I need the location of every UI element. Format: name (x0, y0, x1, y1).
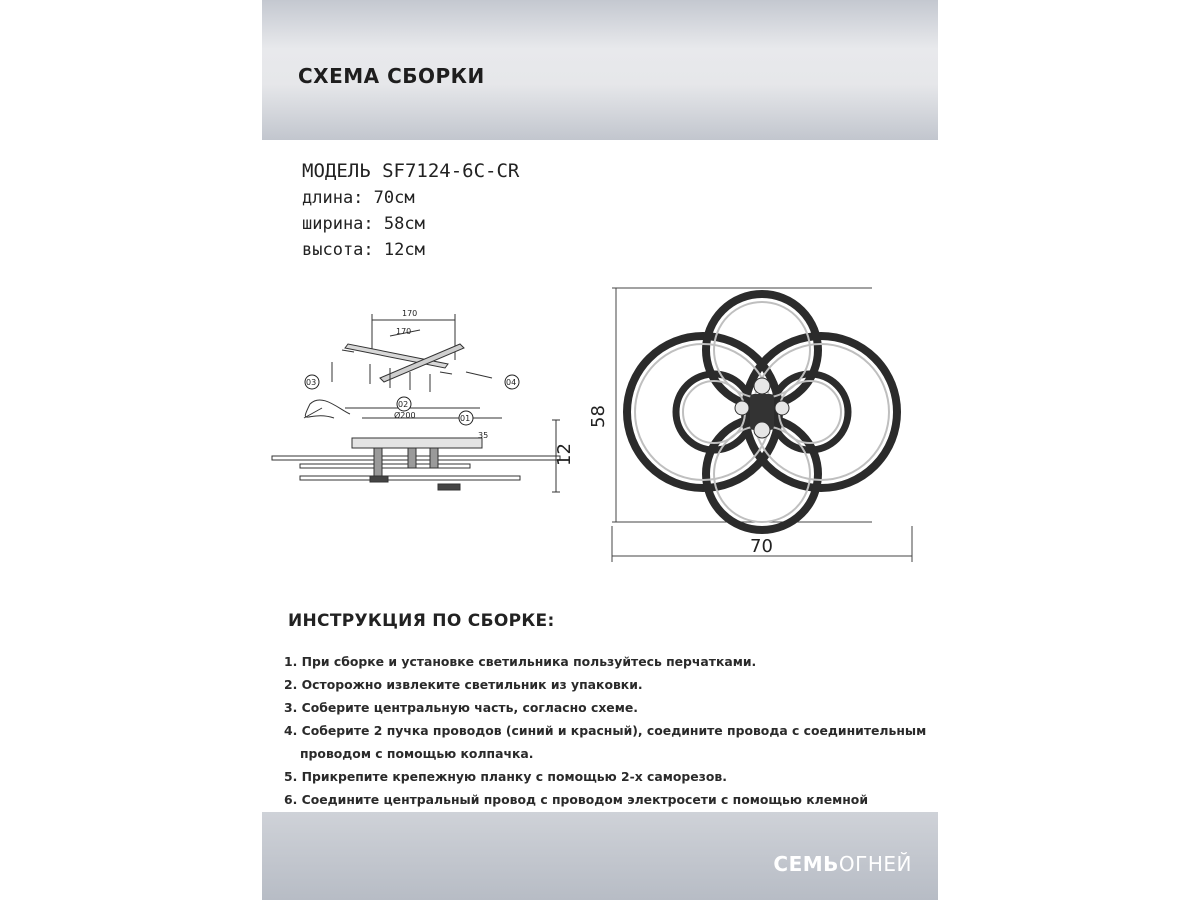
spec-height: высота: 12см (302, 240, 425, 260)
instructions-title: ИНСТРУКЦИЯ ПО СБОРКЕ: (288, 611, 555, 631)
spec-length: длина: 70см (302, 188, 415, 208)
dim-35: 35 (478, 431, 489, 440)
dim-diameter: Ø200 (394, 411, 416, 420)
specifications (302, 157, 519, 263)
step-1: 1. При сборке и установке светильника пользуйтесь перчатками. (284, 654, 757, 669)
step-5: 5. Прикрепите крепежную планку с помощью 2-х саморезов. (284, 769, 727, 784)
dim-170-a: 170 (402, 309, 418, 318)
callout-01: 01 (460, 414, 471, 423)
brand-bold: СЕМЬ (773, 852, 839, 876)
spec-width: ширина: 58см (302, 214, 425, 234)
callout-03: 03 (306, 378, 317, 387)
side-view-drawing (270, 300, 600, 500)
instruction-steps (284, 650, 934, 834)
step-4 (284, 719, 934, 765)
step-2: 2. Осторожно извлеките светильник из упаковки. (284, 677, 643, 692)
step-4-line-1: 4. Соберите 2 пучка проводов (синий и красный), соедините провода с соединительным (284, 723, 927, 738)
step-4-line-2: проводом с помощью колпачка. (300, 746, 534, 761)
assembly-sheet (262, 0, 938, 900)
step-3: 3. Соберите центральную часть, согласно схеме. (284, 700, 638, 715)
brand-light: ОГНЕЙ (838, 852, 912, 876)
header-banner (262, 0, 938, 140)
dim-12: 12 (554, 443, 575, 466)
dim-58: 58 (588, 405, 609, 428)
step-6: 6. Соедините центральный провод с проводом электросети с помощью клемной (284, 792, 869, 807)
footer-banner (262, 812, 938, 900)
brand-logo (773, 852, 912, 876)
callout-02: 02 (398, 400, 409, 409)
dim-170-b: 170 (396, 327, 412, 336)
page-title: СХЕМА СБОРКИ (298, 64, 485, 88)
top-view-drawing (572, 276, 932, 576)
callout-04: 04 (506, 378, 517, 387)
dim-70: 70 (750, 536, 773, 557)
model-name: МОДЕЛЬ SF7124-6C-CR (302, 160, 520, 182)
